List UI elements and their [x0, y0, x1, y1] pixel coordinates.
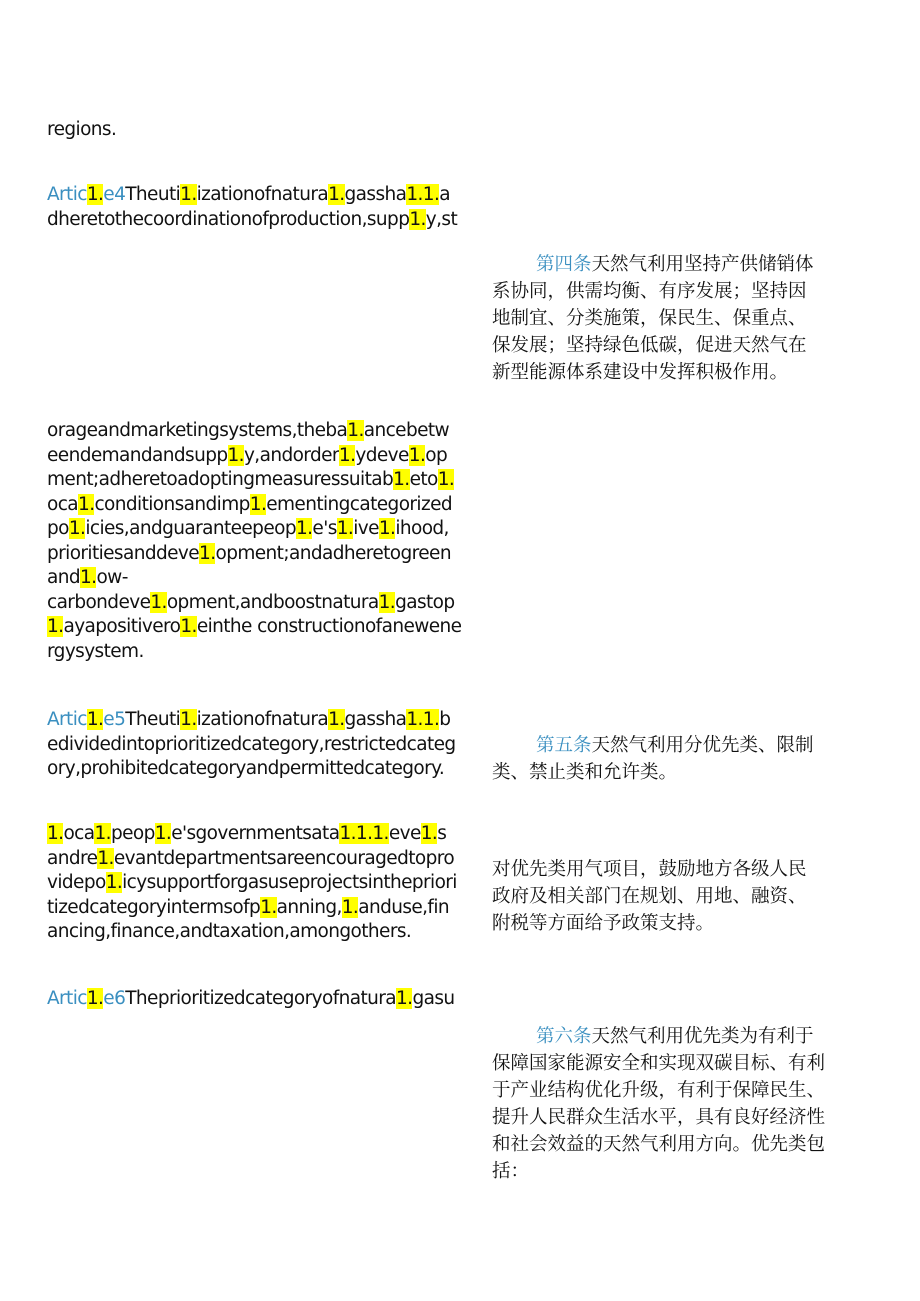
- text-run: Theprioritizedcategoryofnatura: [125, 988, 396, 1009]
- text-run: edividedintoprioritizedcategory,restrictedcateg: [47, 733, 456, 755]
- text-line: [47, 987, 497, 1012]
- text-run: op: [425, 444, 448, 466]
- text-run: oca: [47, 493, 79, 515]
- highlighted-text: 1.: [393, 469, 410, 490]
- english-article-4-heading: [47, 183, 497, 232]
- highlighted-text: 1.: [150, 591, 167, 613]
- text-line: [47, 640, 497, 665]
- highlighted-text: 1.: [68, 518, 86, 539]
- text-line: [47, 542, 497, 567]
- article-label: Artic: [47, 709, 87, 730]
- highlighted-text: 1.: [47, 823, 64, 844]
- english-article-5: [47, 708, 497, 782]
- highlighted-text: 1.: [338, 444, 356, 466]
- text-run: opment,andboostnatura: [166, 591, 379, 613]
- text-run: anning,: [276, 896, 342, 918]
- text-line: [492, 1158, 857, 1185]
- highlighted-text: 1.: [295, 518, 313, 539]
- highlighted-text: 1.: [378, 591, 396, 613]
- text-line: [492, 856, 857, 883]
- text-line: [47, 733, 497, 758]
- text-run: evantdepartmentsareencouragedtopro: [113, 847, 455, 869]
- english-paragraph-regions: [47, 118, 497, 143]
- text-line: [492, 332, 857, 359]
- english-article-4-body: [47, 419, 497, 664]
- text-run: 系协同，供需均衡、有序发展；坚持因: [492, 281, 807, 302]
- highlighted-text: 1.: [396, 988, 413, 1009]
- highlighted-text: 1.1.1.: [339, 823, 389, 844]
- text-line: [47, 871, 497, 896]
- text-line: [492, 1104, 857, 1131]
- highlighted-text: 1.: [86, 988, 104, 1009]
- text-run: 政府及相关部门在规划、用地、融资、: [492, 886, 807, 907]
- text-line: [492, 251, 857, 278]
- text-run: 保发展；坚持绿色低碳，促进天然气在: [492, 335, 807, 356]
- highlighted-text: 1.: [47, 616, 64, 637]
- text-line: [47, 591, 497, 616]
- highlighted-text: 1.: [249, 493, 267, 515]
- text-run: andre: [47, 847, 98, 869]
- article-label: 第五条: [536, 735, 592, 756]
- text-line: [492, 910, 857, 937]
- text-run: ive: [353, 518, 379, 539]
- text-line: [492, 759, 857, 786]
- text-run: b: [439, 709, 451, 730]
- highlighted-text: 1.: [94, 823, 111, 844]
- text-run: 新型能源体系建设中发挥积极作用。: [492, 362, 789, 383]
- text-line: [47, 708, 497, 733]
- text-run: eendemandandsupp: [47, 444, 228, 466]
- highlighted-text: 1.: [378, 518, 396, 539]
- article-label: Artic: [47, 184, 87, 205]
- text-run: 保障国家能源安全和实现双碳目标、有利: [492, 1053, 826, 1074]
- text-line: [47, 444, 497, 469]
- highlighted-text: 1.: [80, 567, 97, 588]
- highlighted-text: 1.: [437, 469, 455, 490]
- text-line: [492, 1023, 857, 1050]
- text-run: orageandmarketingsystems,theba: [47, 420, 348, 441]
- text-run: ory,prohibitedcategoryandpermittedcategory.: [47, 758, 445, 779]
- text-run: y,andorder: [243, 444, 339, 466]
- text-run: icies,andguaranteepeop: [85, 518, 296, 539]
- text-run: 天然气利用坚持产供储销体: [591, 254, 814, 275]
- text-run: 对优先类用气项目，鼓励地方各级人民: [492, 859, 807, 880]
- text-run: ancing,finance,andtaxation,amongothers.: [47, 921, 412, 942]
- text-line: [47, 493, 497, 518]
- text-line: [492, 732, 857, 759]
- text-line: [47, 208, 497, 233]
- text-run: e's: [312, 518, 337, 539]
- text-run: ancebetw: [363, 420, 450, 441]
- text-line: [47, 183, 497, 208]
- text-run: prioritiesanddeve: [47, 542, 200, 564]
- text-run: izationofnatura: [196, 709, 329, 730]
- article-label: e4: [103, 184, 126, 205]
- text-run: tizedcategoryintermsofp: [47, 896, 261, 918]
- text-run: a: [439, 184, 451, 205]
- text-run: einthe constructionofanewene: [196, 616, 462, 637]
- english-article-5-support: [47, 822, 497, 945]
- text-run: y,st: [425, 208, 458, 230]
- text-run: 括：: [492, 1161, 530, 1182]
- text-run: 提升人民群众生活水平，具有良好经济性: [492, 1107, 826, 1128]
- text-run: regions.: [47, 119, 117, 140]
- text-run: ydeve: [355, 444, 409, 466]
- text-run: Theuti: [125, 709, 181, 730]
- text-run: Theuti: [125, 184, 181, 205]
- highlighted-text: 1.: [86, 184, 104, 205]
- highlighted-text: 1.: [336, 518, 354, 539]
- highlighted-text: 1.: [409, 208, 426, 230]
- text-run: s: [437, 823, 447, 844]
- text-run: gastop: [395, 591, 455, 613]
- chinese-article-5-support: [492, 856, 857, 937]
- text-line: [47, 920, 497, 945]
- article-label: 第四条: [536, 254, 592, 275]
- text-run: 天然气利用分优先类、限制: [591, 735, 814, 756]
- text-run: carbondeve: [47, 591, 151, 613]
- text-line: [47, 757, 497, 782]
- text-run: videpo: [47, 872, 106, 893]
- text-run: 类、禁止类和允许类。: [492, 762, 678, 783]
- text-run: ment;adheretoadoptingmeasuressuitab: [47, 469, 394, 490]
- highlighted-text: 1.: [347, 420, 364, 441]
- text-run: and: [47, 567, 81, 588]
- text-run: icysupportforgasuseprojectsinthepriori: [122, 872, 457, 893]
- text-run: anduse,fin: [358, 896, 450, 918]
- text-run: ayapositivero: [63, 616, 181, 637]
- text-line: [47, 517, 497, 542]
- highlighted-text: 1.: [227, 444, 244, 466]
- text-run: 地制宜、分类施策，保民生、保重点、: [492, 308, 807, 329]
- highlighted-text: 1.: [78, 493, 95, 515]
- text-run: 附税等方面给予政策支持。: [492, 913, 715, 934]
- highlighted-text: 1.: [97, 847, 114, 869]
- text-line: [492, 1050, 857, 1077]
- text-run: oca: [63, 823, 95, 844]
- highlighted-text: 1.: [86, 709, 104, 730]
- text-run: peop: [110, 823, 155, 844]
- highlighted-text: 1.: [408, 444, 426, 466]
- chinese-article-6: [492, 1023, 857, 1185]
- text-run: gassha: [344, 709, 407, 730]
- text-run: eve: [388, 823, 421, 844]
- text-run: gassha: [344, 184, 407, 205]
- highlighted-text: 1.: [180, 709, 197, 730]
- article-label: 第六条: [536, 1026, 592, 1047]
- text-run: po: [47, 518, 69, 539]
- text-run: 和社会效益的天然气利用方向。优先类包: [492, 1134, 826, 1155]
- text-line: [47, 822, 497, 847]
- highlighted-text: 1.1.: [406, 184, 440, 205]
- text-run: eto: [409, 469, 438, 490]
- text-line: [492, 305, 857, 332]
- text-line: [47, 615, 497, 640]
- text-line: [492, 883, 857, 910]
- text-line: [47, 566, 497, 591]
- highlighted-text: 1.: [260, 896, 277, 918]
- chinese-article-5: [492, 732, 857, 786]
- text-run: dheretothecoordinationofproduction,supp: [47, 208, 410, 230]
- text-line: [47, 118, 497, 143]
- text-line: [492, 278, 857, 305]
- highlighted-text: 1.: [328, 184, 345, 205]
- english-article-6-heading: [47, 987, 497, 1012]
- text-run: ow-: [96, 567, 128, 588]
- text-line: [47, 468, 497, 493]
- text-run: izationofnatura: [196, 184, 329, 205]
- highlighted-text: 1.: [341, 896, 359, 918]
- article-label: Artic: [47, 988, 87, 1009]
- text-run: gasu: [412, 988, 455, 1009]
- highlighted-text: 1.: [199, 542, 216, 564]
- text-run: e'sgovernmentsata: [171, 823, 340, 844]
- highlighted-text: 1.: [154, 823, 172, 844]
- highlighted-text: 1.: [105, 872, 123, 893]
- text-run: opment;andadheretogreen: [215, 542, 451, 564]
- highlighted-text: 1.: [328, 709, 345, 730]
- chinese-article-4: [492, 251, 857, 386]
- article-label: e5: [103, 709, 126, 730]
- text-run: 天然气利用优先类为有利于: [591, 1026, 814, 1047]
- text-run: 于产业结构优化升级，有利于保障民生、: [492, 1080, 826, 1101]
- text-run: rgysystem.: [47, 640, 144, 662]
- text-run: ihood,: [395, 518, 449, 539]
- highlighted-text: 1.1.: [406, 709, 440, 730]
- text-run: conditionsandimp: [94, 493, 250, 515]
- article-label: e6: [103, 988, 126, 1009]
- text-run: ementingcategorized: [266, 493, 452, 515]
- highlighted-text: 1.: [180, 616, 197, 637]
- text-line: [47, 896, 497, 921]
- text-line: [492, 1131, 857, 1158]
- highlighted-text: 1.: [180, 184, 197, 205]
- text-line: [492, 1077, 857, 1104]
- highlighted-text: 1.: [420, 823, 438, 844]
- text-line: [47, 419, 497, 444]
- text-line: [492, 359, 857, 386]
- text-line: [47, 847, 497, 872]
